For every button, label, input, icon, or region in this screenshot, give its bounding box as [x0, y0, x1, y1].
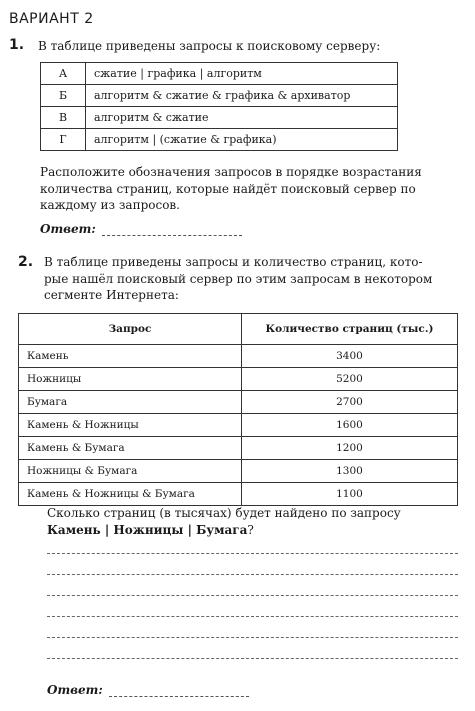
table-row: [41, 107, 398, 129]
count-cell: 1100: [242, 483, 458, 506]
intro-line: В таблице приведены запросы и количество страниц, кото-: [44, 255, 423, 269]
table-row: [19, 460, 458, 483]
count-cell: 1600: [242, 414, 458, 437]
answer-blank-line[interactable]: [47, 595, 458, 596]
task2-question: [47, 505, 458, 538]
instruction-line: Расположите обозначения запросов в порядке возрастания: [40, 165, 422, 179]
task2-results-table: [18, 313, 458, 506]
count-cell: 2700: [242, 391, 458, 414]
task1-number: 1.: [9, 37, 25, 53]
answer-blank-line[interactable]: [47, 616, 458, 617]
query-cell: Камень & Бумага: [19, 437, 242, 460]
count-cell: 3400: [242, 345, 458, 368]
task2-answer-field[interactable]: [109, 686, 249, 697]
instruction-line: каждому из запросов.: [40, 198, 180, 212]
table-row: [19, 345, 458, 368]
question-query: Камень | Ножницы | Бумага: [47, 522, 248, 537]
count-cell: 1200: [242, 437, 458, 460]
task2-answer: [47, 683, 249, 697]
query-cell: Бумага: [19, 391, 242, 414]
intro-line: сегменте Интернета:: [44, 288, 179, 302]
query-letter: В: [41, 107, 86, 129]
query-cell: Камень & Ножницы & Бумага: [19, 483, 242, 506]
query-text: сжатие | графика | алгоритм: [86, 63, 398, 85]
table-row: [19, 368, 458, 391]
query-letter: Г: [41, 129, 86, 151]
query-cell: Камень & Ножницы: [19, 414, 242, 437]
query-text: алгоритм & сжатие & графика & архиватор: [86, 85, 398, 107]
answer-blank-line[interactable]: [47, 553, 458, 554]
query-cell: Ножницы & Бумага: [19, 460, 242, 483]
query-text: алгоритм & сжатие: [86, 107, 398, 129]
task2-intro: [44, 254, 458, 304]
query-text: алгоритм | (сжатие & графика): [86, 129, 398, 151]
answer-blank-line[interactable]: [47, 637, 458, 638]
task1-intro: В таблице приведены запросы к поисковому серверу:: [38, 39, 381, 53]
task1-instruction: [40, 164, 458, 214]
count-cell: 5200: [242, 368, 458, 391]
instruction-line: количества страниц, которые найдёт поисковый сервер по: [40, 181, 416, 196]
table-row: [41, 129, 398, 151]
question-mark: ?: [247, 522, 254, 537]
query-letter: Б: [41, 85, 86, 107]
variant-heading: ВАРИАНТ 2: [9, 11, 94, 27]
count-cell: 1300: [242, 460, 458, 483]
table-row: [19, 391, 458, 414]
question-line-2: [47, 522, 458, 539]
answer-blank-line[interactable]: [47, 574, 458, 575]
table-header-row: [19, 314, 458, 345]
table-row: [41, 63, 398, 85]
answer-label: Ответ:: [40, 222, 96, 236]
answer-blank-line[interactable]: [47, 658, 458, 659]
table-row: [19, 437, 458, 460]
table-row: [19, 483, 458, 506]
task2-number: 2.: [18, 254, 34, 270]
task1-query-table: [40, 62, 398, 151]
task1-answer: [40, 222, 242, 236]
table-row: [19, 414, 458, 437]
query-cell: Камень: [19, 345, 242, 368]
table-row: [41, 85, 398, 107]
query-cell: Ножницы: [19, 368, 242, 391]
intro-line: рые нашёл поисковый сервер по этим запросам в некотором: [44, 271, 433, 286]
task1-answer-field[interactable]: [102, 225, 242, 236]
question-line: Сколько страниц (в тысячах) будет найдено по запросу: [47, 506, 401, 520]
query-letter: А: [41, 63, 86, 85]
answer-label: Ответ:: [47, 683, 103, 697]
column-header-query: Запрос: [19, 314, 242, 345]
column-header-count: Количество страниц (тыс.): [242, 314, 458, 345]
